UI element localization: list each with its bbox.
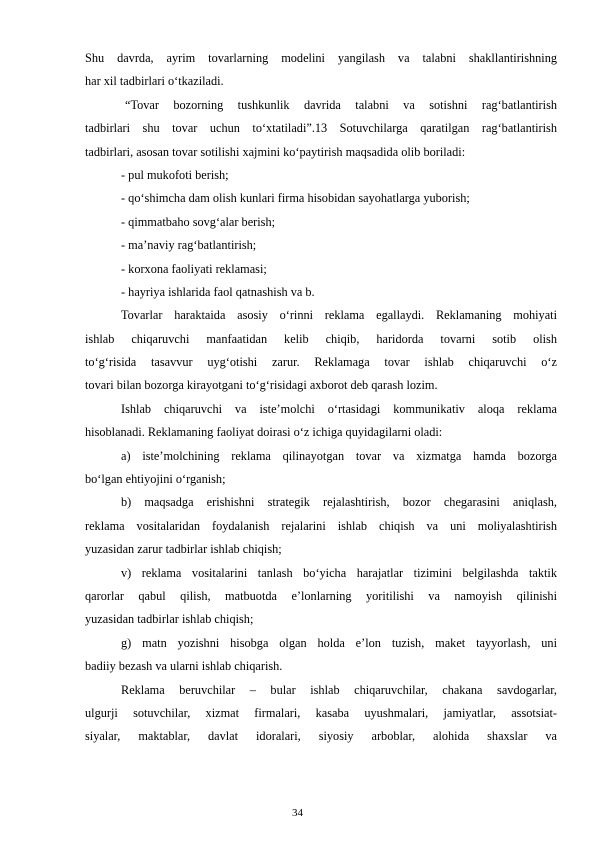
list-item: - korxona faoliyati reklamasi; — [121, 261, 267, 276]
text-line: yuzasidan tadbirlar ishlab chiqish; — [85, 612, 254, 627]
list-item: - ma’naviy rag‘batlantirish; — [121, 238, 257, 253]
text-line: qarorlar qabul qilish, matbuotda e’lonlarning yoritilishi va namoyish qilinishi — [85, 588, 557, 603]
list-item: b) maqsadga erishishni strategik rejalashtirish, bozor chegarasini aniqlash, — [121, 495, 557, 510]
text-line: siyalar, maktablar, davlat idoralari, siyosiy arboblar, alohida shaxslar va — [85, 729, 557, 744]
text-line: ishlab chiqaruvchi manfaatidan kelib chiqib, haridorda tovarni sotib olish — [85, 331, 557, 346]
text-line: ulgurji sotuvchilar, xizmat firmalari, kasaba uyushmalari, jamiyatlar, assotsiat- — [85, 705, 557, 720]
text-line: Tovarlar haraktaida asosiy o‘rinni reklama egallaydi. Reklamaning mohiyati — [121, 308, 557, 323]
text-line: Reklama beruvchilar – bular ishlab chiqaruvchilar, chakana savdogarlar, — [121, 682, 557, 697]
text-line: Shu davrda, ayrim tovarlarning modelini yangilash va talabni shakllantirishning — [85, 51, 557, 65]
text-line: Ishlab chiqaruvchi va iste’molchi o‘rtasidagi kommunikativ aloqa reklama — [121, 401, 557, 416]
list-item: - pul mukofoti berish; — [121, 167, 229, 182]
list-item: a) iste’molchining reklama qilinayotgan tovar va xizmatga hamda bozorga — [121, 448, 557, 463]
text-line: hisoblanadi. Reklamaning faoliyat doirasi o‘z ichiga quyidagilarni oladi: — [85, 425, 443, 440]
text-line: tadbirlari shu tovar uchun to‘xtatiladi”.13 Sotuvchilarga qaratilgan rag‘batlantirish — [85, 121, 557, 136]
list-item: - qo‘shimcha dam olish kunlari firma hisobidan sayohatlarga yuborish; — [121, 191, 470, 206]
text-line: “Tovar bozorning tushkunlik davrida talabni va sotishni rag‘batlantirish — [125, 97, 557, 112]
list-item: - qimmatbaho sovg‘alar berish; — [121, 214, 276, 229]
text-line: bo‘lgan ehtiyojini o‘rganish; — [85, 472, 226, 487]
text-line: tadbirlari, asosan tovar sotilishi xajmini ko‘paytirish maqsadida olib boriladi: — [85, 144, 466, 159]
text-line: tovari bilan bozorga kirayotgani to‘g‘risidagi axborot deb qarash lozim. — [85, 378, 438, 393]
document-body — [85, 47, 557, 749]
text-line: reklama vositalaridan foydalanish rejalarini ishlab chiqish va uni moliyalashtirish — [85, 518, 557, 533]
list-item: v) reklama vositalarini tanlash bo‘yicha harajatlar tizimini belgilashda taktik — [121, 565, 557, 580]
page-number: 34 — [292, 807, 303, 819]
text-line: har xil tadbirlari o‘tkaziladi. — [85, 74, 224, 89]
list-item: - hayriya ishlarida faol qatnashish va b. — [121, 284, 315, 299]
list-item: g) matn yozishni hisobga olgan holda e’lon tuzish, maket tayyorlash, uni — [121, 635, 557, 650]
text-line: yuzasidan zarur tadbirlar ishlab chiqish; — [85, 542, 282, 557]
text-line: badiiy bezash va ularni ishlab chiqarish. — [85, 659, 283, 674]
text-line: to‘g‘risida tasavvur uyg‘otishi zarur. Reklamaga tovar ishlab chiqaruvchi o‘z — [85, 355, 557, 370]
